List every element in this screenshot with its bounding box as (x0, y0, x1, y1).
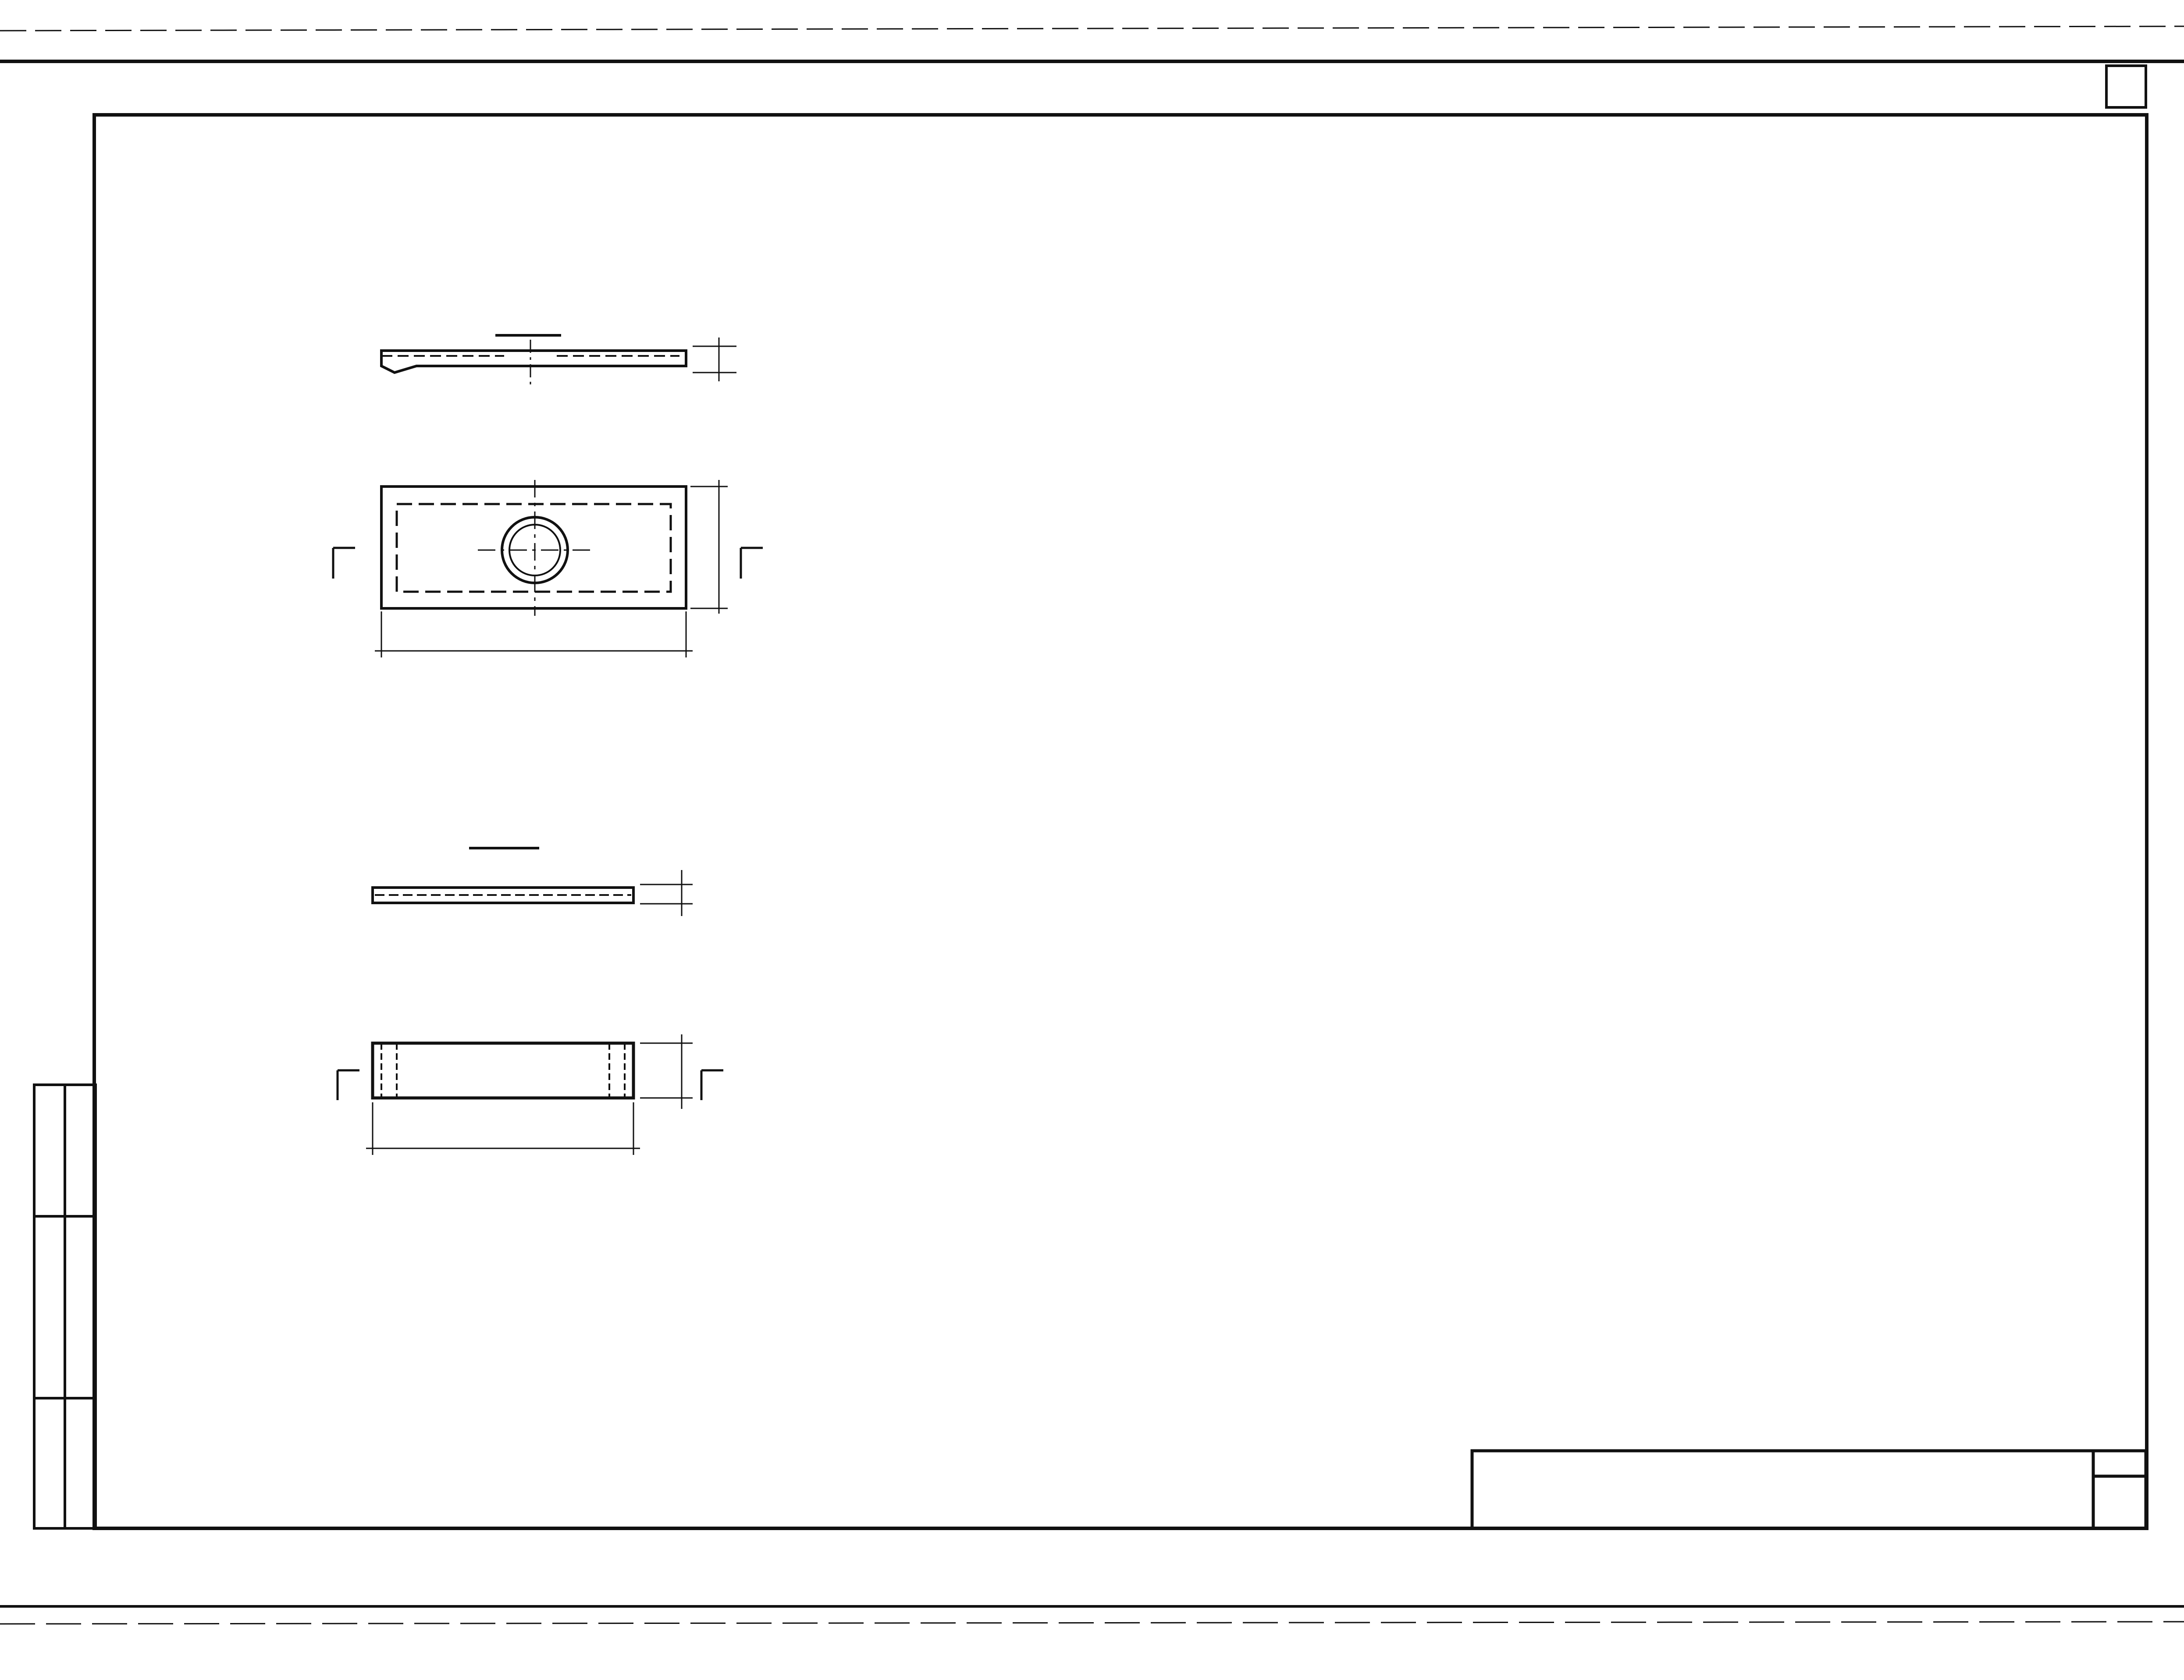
side-stamp-frame (34, 1085, 96, 1528)
sketch-plan-9-9 (333, 480, 763, 657)
sketch-section-9-9 (381, 335, 736, 386)
outer-frame (0, 26, 2184, 1624)
title-stamp-frame (1472, 1451, 2146, 1528)
sketch-section-10-10 (373, 848, 693, 916)
sketch-plan-10-10 (338, 1034, 723, 1155)
